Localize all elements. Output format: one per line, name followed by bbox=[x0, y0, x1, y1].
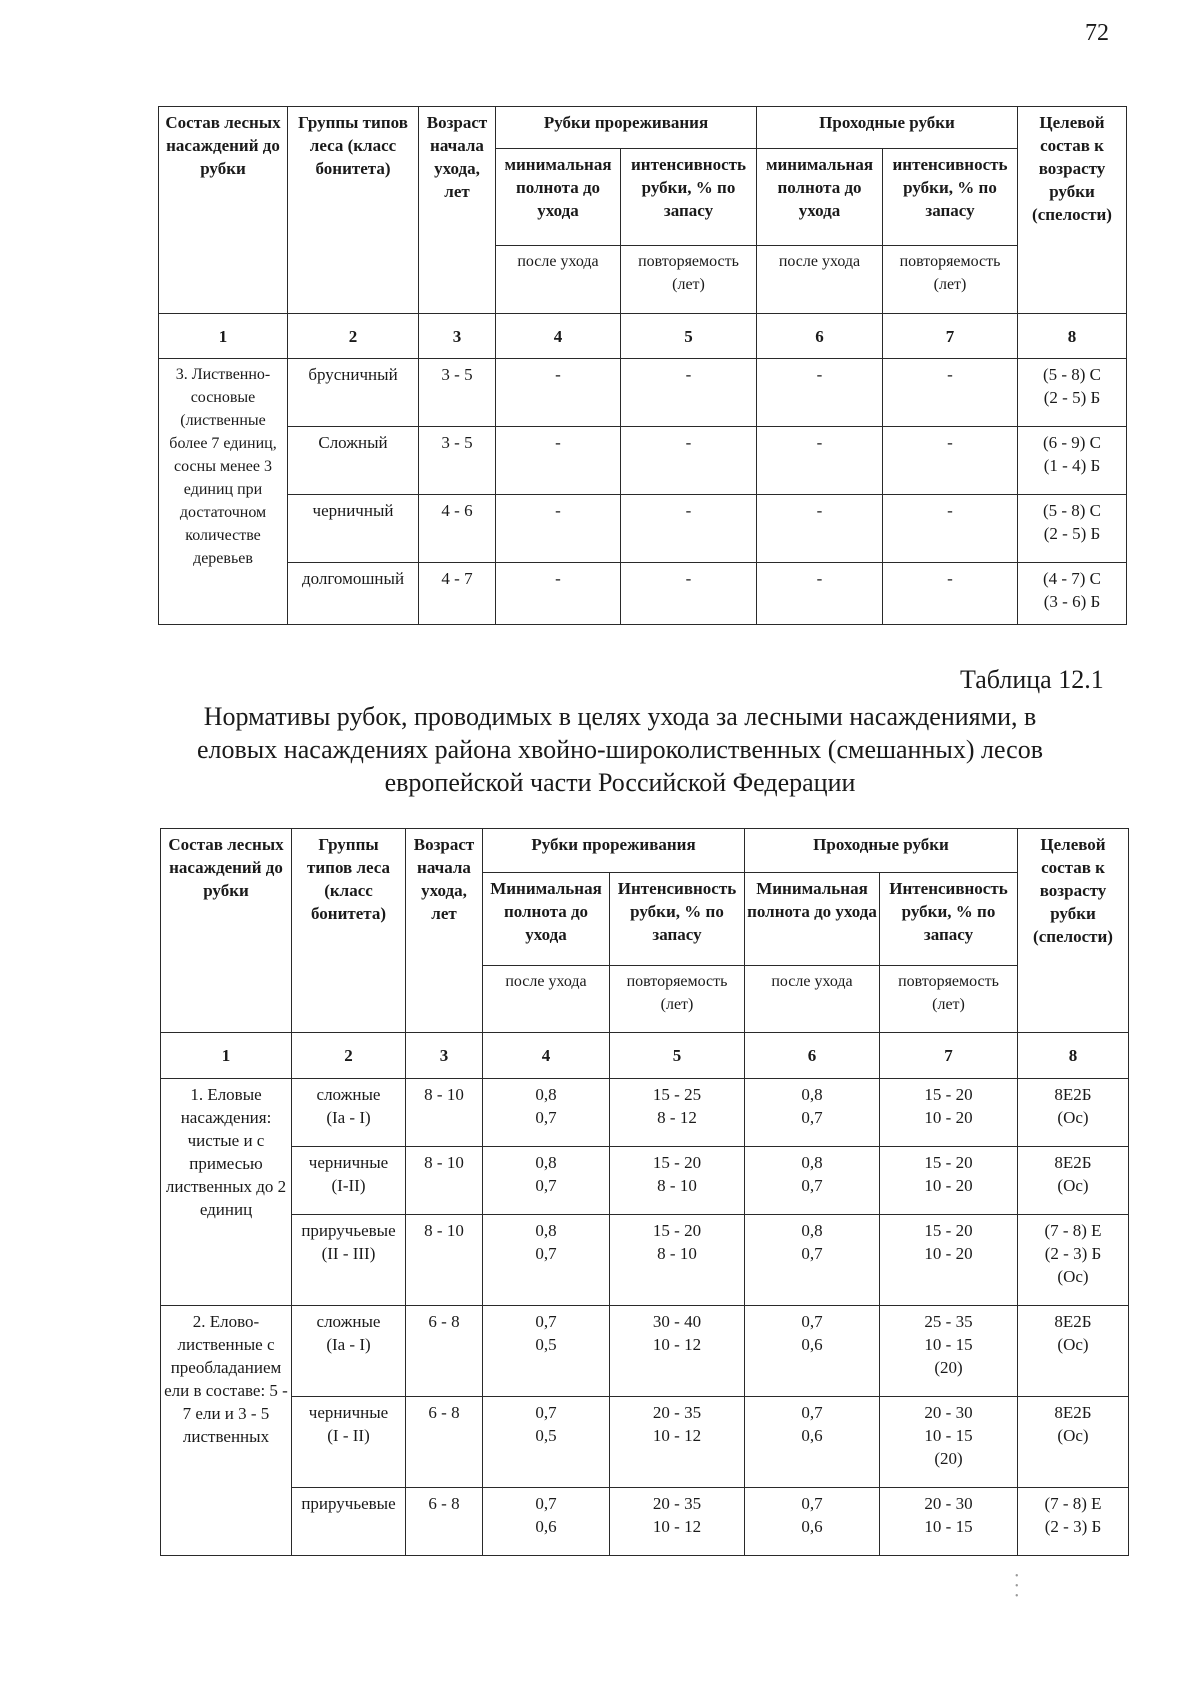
intensity-value: 15 - 25 8 - 12 bbox=[610, 1079, 745, 1147]
intensity-value: 15 - 20 10 - 20 bbox=[880, 1147, 1018, 1215]
target-composition: (5 - 8) С (2 - 5) Б bbox=[1018, 359, 1127, 427]
cell-value: - bbox=[757, 495, 883, 563]
age-value: 6 - 8 bbox=[406, 1488, 483, 1556]
column-number: 2 bbox=[288, 314, 419, 359]
min-density-value: 0,8 0,7 bbox=[745, 1215, 880, 1306]
cell-value: - bbox=[621, 563, 757, 625]
header-forest-groups: Группы типов леса (класс бонитета) bbox=[292, 829, 406, 1033]
intensity-value: 20 - 30 10 - 15 (20) bbox=[880, 1397, 1018, 1488]
min-density-value: 0,8 0,7 bbox=[483, 1215, 610, 1306]
header-composition: Состав лесных насаждений до рубки bbox=[159, 107, 288, 314]
target-composition: 8Е2Б (Ос) bbox=[1018, 1147, 1129, 1215]
forest-type: сложные (Ia - I) bbox=[292, 1079, 406, 1147]
intensity-value: 20 - 35 10 - 12 bbox=[610, 1397, 745, 1488]
age-value: 3 - 5 bbox=[419, 427, 496, 495]
forest-type: приручьевые bbox=[292, 1488, 406, 1556]
scan-dots: • • • bbox=[1015, 1571, 1019, 1602]
column-number: 1 bbox=[159, 314, 288, 359]
column-number: 6 bbox=[745, 1033, 880, 1079]
intensity-value: 15 - 20 8 - 10 bbox=[610, 1215, 745, 1306]
intensity-value: 30 - 40 10 - 12 bbox=[610, 1306, 745, 1397]
group-label: 2. Елово-лиственные с преобладанием ели в составе: 5 - 7 ели и 3 - 5 лиственных bbox=[161, 1306, 292, 1556]
column-number: 8 bbox=[1018, 314, 1127, 359]
cell-value: - bbox=[883, 359, 1018, 427]
forest-type: Сложный bbox=[288, 427, 419, 495]
column-number: 4 bbox=[496, 314, 621, 359]
header-min-density: минимальная полнота до ухода bbox=[757, 149, 883, 246]
column-number: 7 bbox=[880, 1033, 1018, 1079]
cell-value: - bbox=[883, 427, 1018, 495]
header-after-care: после ухода bbox=[496, 246, 621, 314]
target-composition: (7 - 8) Е (2 - 3) Б bbox=[1018, 1488, 1129, 1556]
header-passing: Проходные рубки bbox=[745, 829, 1018, 873]
target-composition: (5 - 8) С (2 - 5) Б bbox=[1018, 495, 1127, 563]
cell-value: - bbox=[883, 495, 1018, 563]
header-min-density: минимальная полнота до ухода bbox=[496, 149, 621, 246]
header-forest-groups: Группы типов леса (класс бонитета) bbox=[288, 107, 419, 314]
header-target: Целевой состав к возрасту рубки (спелости) bbox=[1018, 107, 1127, 314]
header-min-density: Минимальная полнота до ухода bbox=[745, 873, 880, 966]
min-density-value: 0,7 0,5 bbox=[483, 1397, 610, 1488]
min-density-value: 0,8 0,7 bbox=[483, 1147, 610, 1215]
intensity-value: 15 - 20 8 - 10 bbox=[610, 1147, 745, 1215]
cell-value: - bbox=[757, 427, 883, 495]
header-after-care: после ухода bbox=[483, 966, 610, 1033]
header-repeat: повторяемость (лет) bbox=[610, 966, 745, 1033]
column-number: 3 bbox=[419, 314, 496, 359]
header-intensity: Интенсивность рубки, % по запасу bbox=[610, 873, 745, 966]
cell-value: - bbox=[496, 495, 621, 563]
age-value: 6 - 8 bbox=[406, 1306, 483, 1397]
min-density-value: 0,8 0,7 bbox=[745, 1147, 880, 1215]
min-density-value: 0,7 0,6 bbox=[483, 1488, 610, 1556]
cell-value: - bbox=[883, 563, 1018, 625]
header-intensity: интенсивность рубки, % по запасу bbox=[883, 149, 1018, 246]
forest-type: сложные (Ia - I) bbox=[292, 1306, 406, 1397]
column-number: 3 bbox=[406, 1033, 483, 1079]
column-number: 4 bbox=[483, 1033, 610, 1079]
table-title: Нормативы рубок, проводимых в целях ухода за лесными насаждениями, в еловых насаждениях района хвойно-широколиственных (смешанных) лесов европейской части Российской Федерации bbox=[197, 702, 1043, 797]
header-repeat: повторяемость (лет) bbox=[880, 966, 1018, 1033]
column-number: 6 bbox=[757, 314, 883, 359]
min-density-value: 0,7 0,5 bbox=[483, 1306, 610, 1397]
column-number: 5 bbox=[610, 1033, 745, 1079]
intensity-value: 15 - 20 10 - 20 bbox=[880, 1215, 1018, 1306]
header-intensity: Интенсивность рубки, % по запасу bbox=[880, 873, 1018, 966]
age-value: 6 - 8 bbox=[406, 1397, 483, 1488]
min-density-value: 0,8 0,7 bbox=[745, 1079, 880, 1147]
header-age: Возраст начала ухода, лет bbox=[406, 829, 483, 1033]
column-number: 1 bbox=[161, 1033, 292, 1079]
header-composition: Состав лесных насаждений до рубки bbox=[161, 829, 292, 1033]
column-number: 8 bbox=[1018, 1033, 1129, 1079]
header-after-care: после ухода bbox=[757, 246, 883, 314]
forest-type: долгомошный bbox=[288, 563, 419, 625]
intensity-value: 20 - 35 10 - 12 bbox=[610, 1488, 745, 1556]
header-min-density: Минимальная полнота до ухода bbox=[483, 873, 610, 966]
target-composition: 8Е2Б (Ос) bbox=[1018, 1397, 1129, 1488]
cell-value: - bbox=[621, 427, 757, 495]
column-number: 5 bbox=[621, 314, 757, 359]
target-composition: (7 - 8) Е (2 - 3) Б (Ос) bbox=[1018, 1215, 1129, 1306]
cell-value: - bbox=[757, 359, 883, 427]
cell-value: - bbox=[757, 563, 883, 625]
intensity-value: 15 - 20 10 - 20 bbox=[880, 1079, 1018, 1147]
forest-type: брусничный bbox=[288, 359, 419, 427]
age-value: 8 - 10 bbox=[406, 1147, 483, 1215]
cell-value: - bbox=[621, 495, 757, 563]
header-repeat: повторяемость (лет) bbox=[621, 246, 757, 314]
cell-value: - bbox=[496, 563, 621, 625]
age-value: 4 - 7 bbox=[419, 563, 496, 625]
target-composition: (4 - 7) С (3 - 6) Б bbox=[1018, 563, 1127, 625]
group-label: 3. Лиственно-сосновые (лиственные более 7 единиц, сосны менее 3 единиц при достаточном количестве деревьев bbox=[159, 359, 288, 625]
age-value: 8 - 10 bbox=[406, 1079, 483, 1147]
forest-type: черничные (I - II) bbox=[292, 1397, 406, 1488]
forest-type: приручьевые (II - III) bbox=[292, 1215, 406, 1306]
table-12-1 bbox=[160, 828, 1129, 1556]
intensity-value: 25 - 35 10 - 15 (20) bbox=[880, 1306, 1018, 1397]
forest-type: черничные (I-II) bbox=[292, 1147, 406, 1215]
cell-value: - bbox=[496, 359, 621, 427]
cell-value: - bbox=[496, 427, 621, 495]
header-thinning: Рубки прореживания bbox=[483, 829, 745, 873]
intensity-value: 20 - 30 10 - 15 bbox=[880, 1488, 1018, 1556]
forest-type: черничный bbox=[288, 495, 419, 563]
age-value: 3 - 5 bbox=[419, 359, 496, 427]
group-label: 1. Еловые насаждения: чистые и с примесью лиственных до 2 единиц bbox=[161, 1079, 292, 1306]
target-composition: (6 - 9) С (1 - 4) Б bbox=[1018, 427, 1127, 495]
cell-value: - bbox=[621, 359, 757, 427]
age-value: 4 - 6 bbox=[419, 495, 496, 563]
age-value: 8 - 10 bbox=[406, 1215, 483, 1306]
header-passing: Проходные рубки bbox=[757, 107, 1018, 149]
min-density-value: 0,7 0,6 bbox=[745, 1488, 880, 1556]
header-after-care: после ухода bbox=[745, 966, 880, 1033]
column-number: 2 bbox=[292, 1033, 406, 1079]
header-age: Возраст начала ухода, лет bbox=[419, 107, 496, 314]
min-density-value: 0,7 0,6 bbox=[745, 1397, 880, 1488]
min-density-value: 0,7 0,6 bbox=[745, 1306, 880, 1397]
header-intensity: интенсивность рубки, % по запасу bbox=[621, 149, 757, 246]
table-continuation bbox=[158, 106, 1127, 625]
target-composition: 8Е2Б (Ос) bbox=[1018, 1079, 1129, 1147]
min-density-value: 0,8 0,7 bbox=[483, 1079, 610, 1147]
header-thinning: Рубки прореживания bbox=[496, 107, 757, 149]
page-number: 72 bbox=[1085, 20, 1109, 46]
header-target: Целевой состав к возрасту рубки (спелости) bbox=[1018, 829, 1129, 1033]
column-number: 7 bbox=[883, 314, 1018, 359]
header-repeat: повторяемость (лет) bbox=[883, 246, 1018, 314]
table-label: Таблица 12.1 bbox=[960, 665, 1104, 694]
target-composition: 8Е2Б (Ос) bbox=[1018, 1306, 1129, 1397]
